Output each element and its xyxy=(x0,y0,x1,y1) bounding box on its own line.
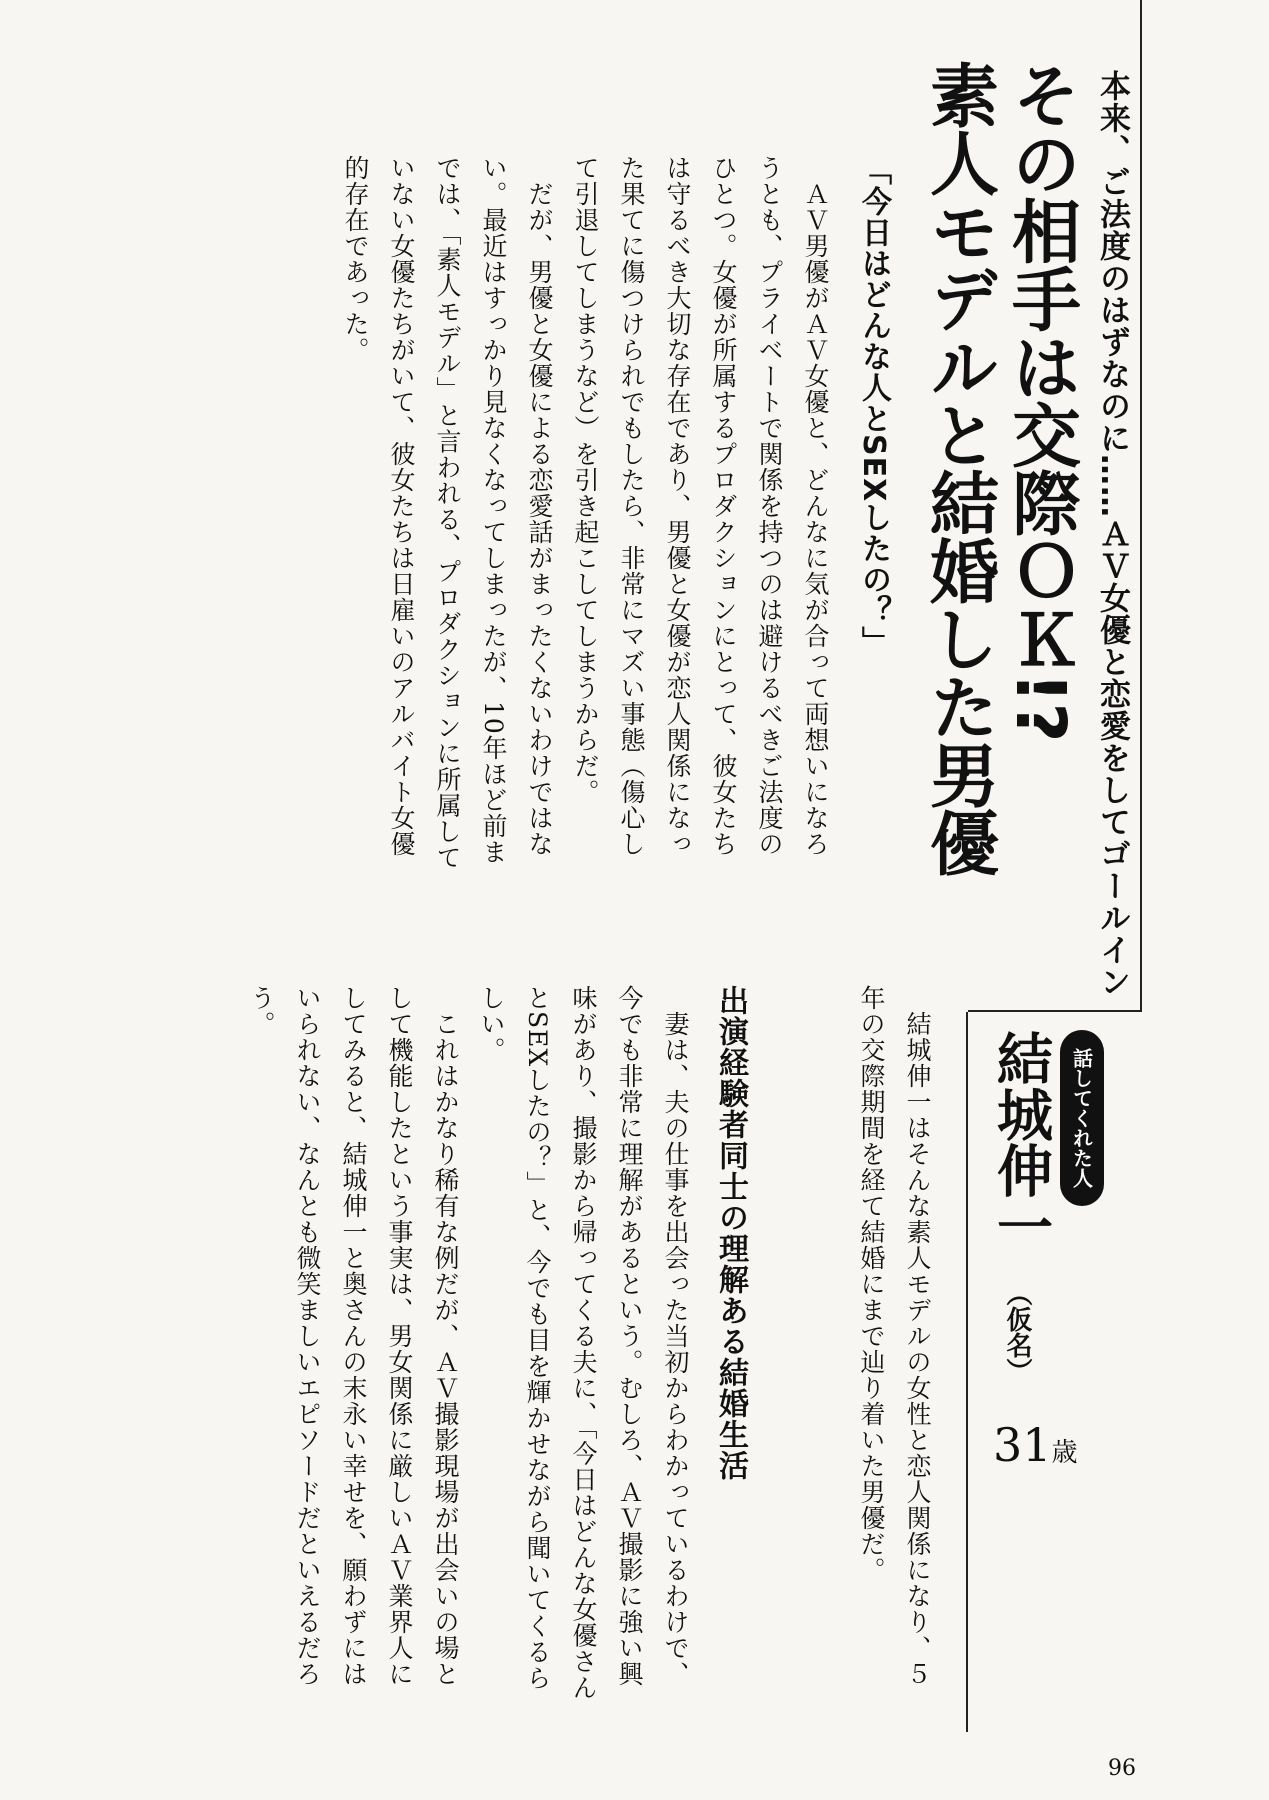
profile-vertical-rule xyxy=(966,1012,968,1732)
header-vertical-rule xyxy=(1140,0,1142,1010)
header-horizontal-rule xyxy=(968,1010,1142,1012)
speaker-name: 結城伸一 xyxy=(988,1030,1053,1254)
lower-paragraph-3: 結城伸一はそんな素人モデルの女性と恋人関係になり、５年の交際期間を経て結婚にまで辿り着いた男優だ。 xyxy=(857,985,932,1687)
upper-paragraph-2: だが、男優と女優による恋愛話がまったくないわけではない。最近はすっかり見なくなってしまったが、10年ほど前までは、「素人モデル」と言われる、プロダクションに所属していない女優たちがいて、彼女たちは日雇いのアルバイト女優的存在であった。 xyxy=(341,155,554,871)
kicker-text: 本来、ご法度のはずなのに……ＡＶ女優と恋愛をしてゴールイン xyxy=(1094,70,1130,998)
speaker-kamei: （仮名） xyxy=(1002,1280,1032,1384)
lower-body-right xyxy=(800,985,940,1705)
age-number: 31 xyxy=(993,1418,1052,1472)
lower-body-left xyxy=(128,985,698,1705)
headline-line2: 素人モデルと結婚した男優 xyxy=(918,60,998,876)
upper-body xyxy=(128,155,838,875)
headline-line1: その相手は交際ＯＫ!? xyxy=(1000,60,1080,742)
age-unit: 歳 xyxy=(1051,1438,1078,1468)
lower-paragraph-4: 妻は、夫の仕事を出会った当初からわかっているわけで、今でも非常に理解があるという。むしろ、ＡＶ撮影に強い興味があり、撮影から帰ってくる夫に、「今日はどんな女優さんとSEXしたの？」と、今でも目を輝かせながら聞いてくるらしい。 xyxy=(477,985,690,1701)
upper-paragraph-1: ＡＶ男優がＡＶ女優と、どんなに気が合って両想いになろうとも、プライベートで関係を持つのは避けるべきご法度のひとつ。女優が所属するプロダクションにとって、彼女たちは守るべき大切な存在であり、男優と女優が恋人関係になった果てに傷つけられでもしたら、非常にマズい事態（傷心して引退してしまうなど）を引き起こしてしまうからだ。 xyxy=(571,155,830,857)
upper-subhead: 「今日はどんな人とSEXしたの？」 xyxy=(856,155,891,658)
lower-paragraph-5: これはかなり稀有な例だが、ＡＶ撮影現場が出会いの場として機能したという事実は、男女関係に厳しいＡＶ業界人にしてみると、結城伸一と奥さんの末永い幸せを、願わずにはいられない、なんとも微笑ましいエピソードだといえるだろう。 xyxy=(247,985,460,1687)
page-number: 96 xyxy=(1108,1756,1136,1781)
speaker-age xyxy=(993,1420,1078,1478)
speaker-badge: 話してくれた人 xyxy=(1060,1030,1104,1206)
lower-subhead: 出演経験者同士の理解ある結婚生活 xyxy=(713,985,748,1481)
